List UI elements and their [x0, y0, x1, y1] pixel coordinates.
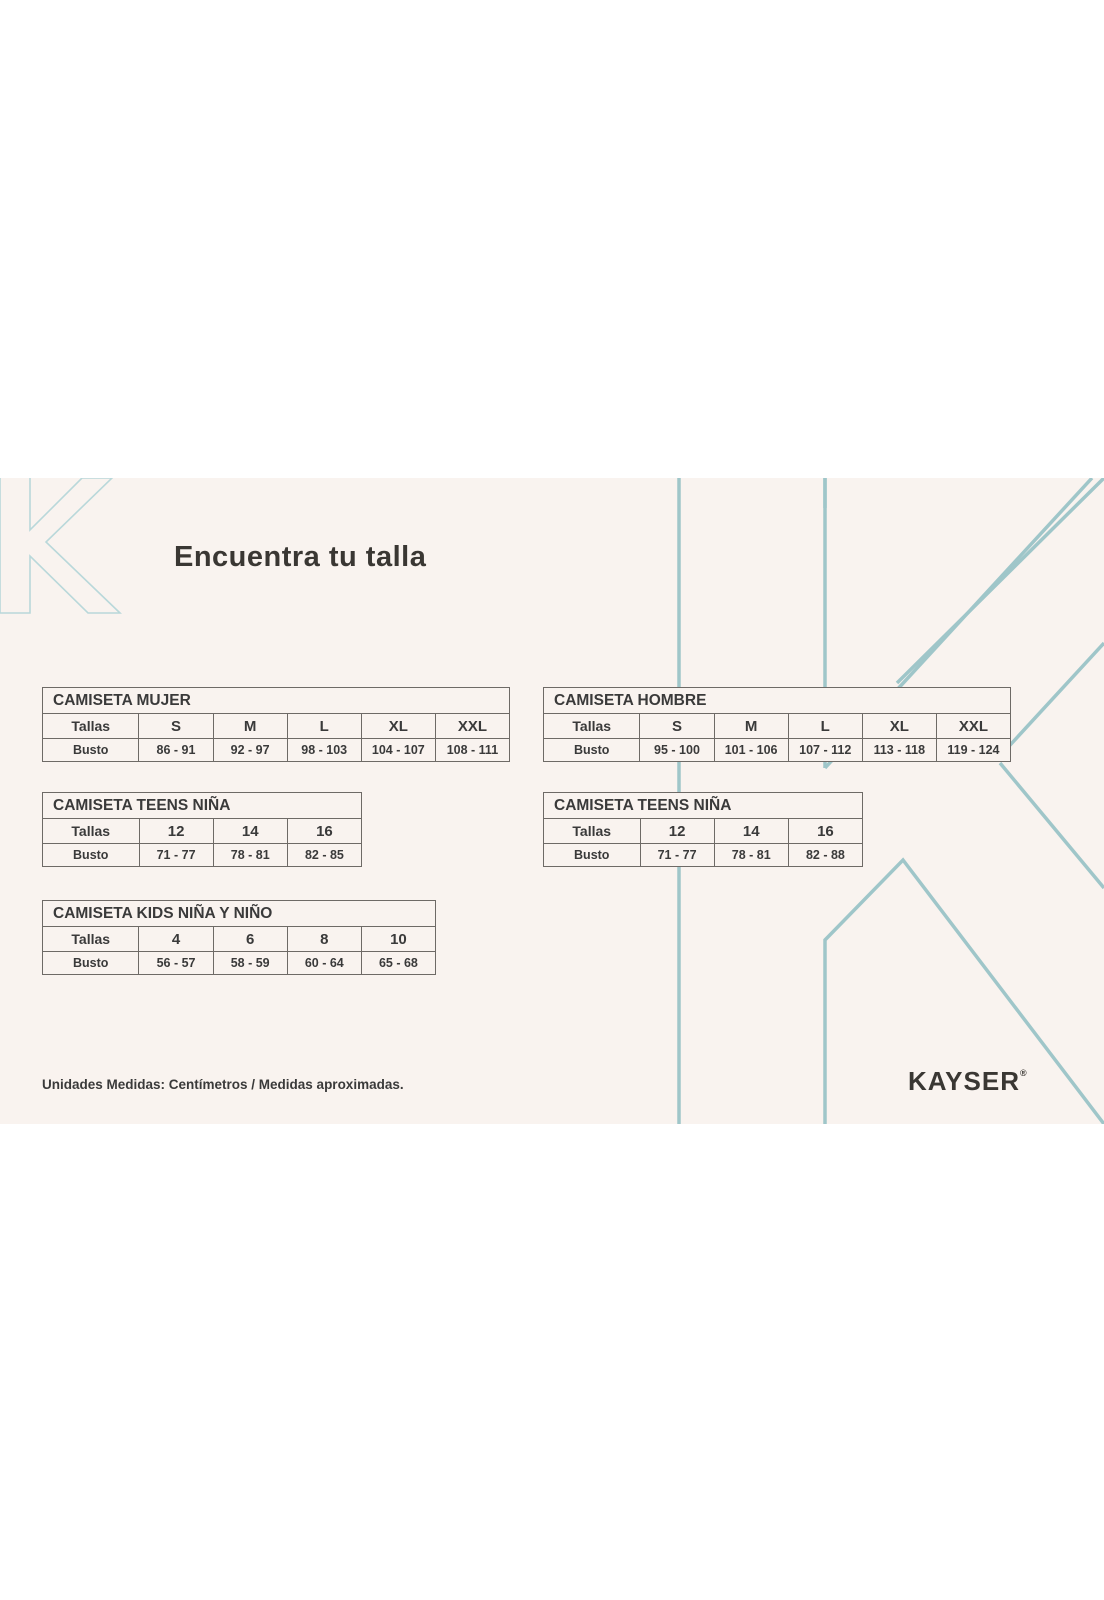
table-caption: CAMISETA TEENS NIÑA: [544, 793, 863, 819]
table-row: [544, 714, 1011, 739]
size-cell: 4: [139, 927, 213, 952]
size-cell: M: [213, 714, 287, 739]
row-label: Tallas: [43, 927, 139, 952]
row-label: Busto: [43, 952, 139, 975]
size-cell: 14: [213, 819, 287, 844]
bust-cell: 119 - 124: [936, 739, 1010, 762]
size-cell: 12: [139, 819, 213, 844]
units-footnote: Unidades Medidas: Centímetros / Medidas aproximadas.: [42, 1077, 404, 1092]
size-guide-panel: [0, 478, 1104, 1124]
size-cell: 12: [640, 819, 714, 844]
table-row: [544, 819, 863, 844]
size-table-hombre: [543, 687, 1011, 762]
bust-cell: 71 - 77: [640, 844, 714, 867]
table-row: [544, 739, 1011, 762]
brand-name: KAYSER: [908, 1066, 1020, 1096]
row-label: Busto: [544, 844, 641, 867]
bust-cell: 98 - 103: [287, 739, 361, 762]
row-label: Busto: [43, 739, 139, 762]
bust-cell: 107 - 112: [788, 739, 862, 762]
table-row: [43, 927, 436, 952]
size-table-teens-nina-right: [543, 792, 863, 867]
size-table-kids: [42, 900, 436, 975]
bust-cell: 82 - 88: [788, 844, 862, 867]
size-cell: 16: [788, 819, 862, 844]
table-caption: CAMISETA TEENS NIÑA: [43, 793, 362, 819]
bust-cell: 113 - 118: [862, 739, 936, 762]
bust-cell: 104 - 107: [361, 739, 435, 762]
bust-cell: 108 - 111: [435, 739, 509, 762]
bust-cell: 58 - 59: [213, 952, 287, 975]
bust-cell: 82 - 85: [287, 844, 361, 867]
table-caption: CAMISETA KIDS NIÑA Y NIÑO: [43, 901, 436, 927]
table-caption: CAMISETA MUJER: [43, 688, 510, 714]
size-cell: L: [287, 714, 361, 739]
table-row: [43, 714, 510, 739]
row-label: Busto: [43, 844, 140, 867]
bust-cell: 101 - 106: [714, 739, 788, 762]
row-label: Tallas: [43, 819, 140, 844]
size-cell: 14: [714, 819, 788, 844]
bust-cell: 60 - 64: [287, 952, 361, 975]
size-cell: S: [139, 714, 213, 739]
bust-cell: 71 - 77: [139, 844, 213, 867]
row-label: Tallas: [544, 819, 641, 844]
bust-cell: 92 - 97: [213, 739, 287, 762]
bust-cell: 78 - 81: [714, 844, 788, 867]
table-row: [43, 952, 436, 975]
size-cell: 8: [287, 927, 361, 952]
size-table-teens-nina-left: [42, 792, 362, 867]
table-caption: CAMISETA HOMBRE: [544, 688, 1011, 714]
table-row: [43, 844, 362, 867]
row-label: Busto: [544, 739, 640, 762]
size-cell: 10: [361, 927, 435, 952]
size-cell: 16: [287, 819, 361, 844]
size-cell: XL: [862, 714, 936, 739]
bust-cell: 78 - 81: [213, 844, 287, 867]
table-row: [43, 819, 362, 844]
bust-cell: 86 - 91: [139, 739, 213, 762]
size-cell: XXL: [435, 714, 509, 739]
size-cell: S: [640, 714, 714, 739]
size-table-mujer: [42, 687, 510, 762]
size-cell: XXL: [936, 714, 1010, 739]
bust-cell: 65 - 68: [361, 952, 435, 975]
kayser-logo: [908, 1066, 1027, 1097]
row-label: Tallas: [43, 714, 139, 739]
bust-cell: 95 - 100: [640, 739, 714, 762]
registered-mark: ®: [1019, 1068, 1027, 1078]
row-label: Tallas: [544, 714, 640, 739]
table-row: [544, 844, 863, 867]
size-cell: 6: [213, 927, 287, 952]
table-row: [43, 739, 510, 762]
bust-cell: 56 - 57: [139, 952, 213, 975]
page-title: Encuentra tu talla: [174, 541, 427, 573]
size-cell: L: [788, 714, 862, 739]
size-cell: M: [714, 714, 788, 739]
size-cell: XL: [361, 714, 435, 739]
